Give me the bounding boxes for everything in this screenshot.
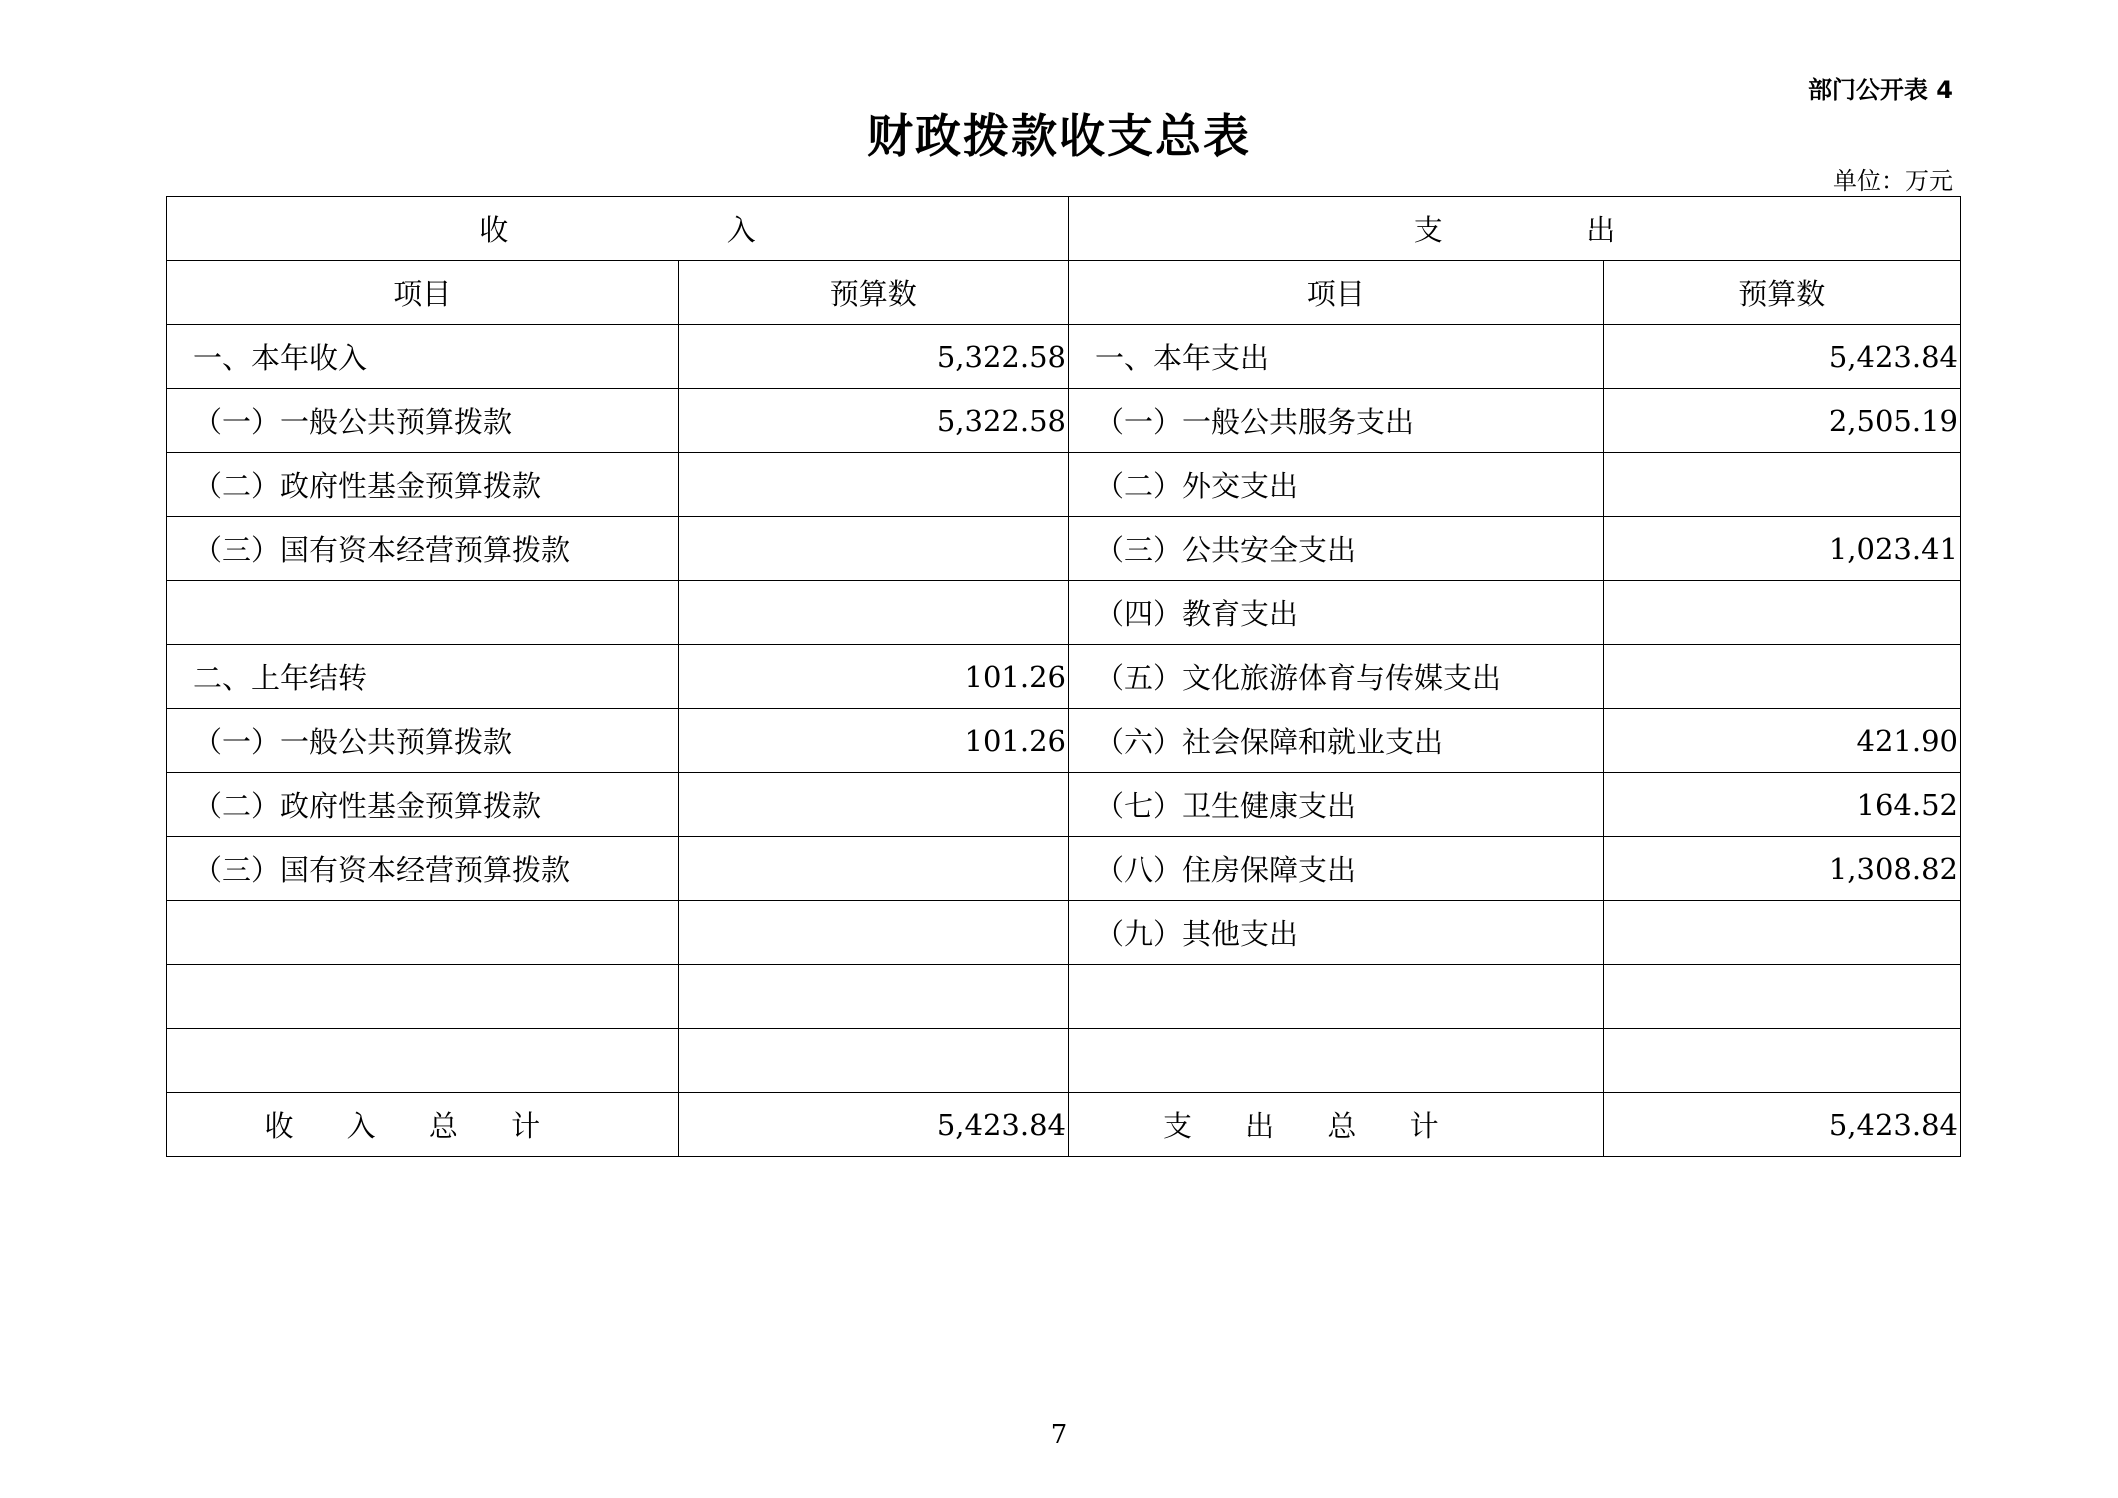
expense-value-cell <box>1603 581 1960 645</box>
expense-header-left: 支 <box>1413 213 1443 247</box>
expense-section-header <box>1068 197 1960 261</box>
table-tag: 部门公开表 4 <box>1807 76 1953 104</box>
expense-header-right: 出 <box>1586 213 1616 247</box>
expense-item-cell: （五）文化旅游体育与传媒支出 <box>1068 645 1603 709</box>
table-row <box>167 453 1961 517</box>
expense-item-cell: 一、本年支出 <box>1068 325 1603 389</box>
income-item-cell: （三）国有资本经营预算拨款 <box>167 837 679 901</box>
income-item-cell <box>167 581 679 645</box>
income-value-cell <box>678 837 1068 901</box>
finance-table <box>166 196 1961 1157</box>
expense-total-label: 支 出 总 计 <box>1068 1093 1603 1157</box>
table-row <box>167 389 1961 453</box>
expense-item-cell: （九）其他支出 <box>1068 901 1603 965</box>
income-value-cell <box>678 901 1068 965</box>
expense-value-cell: 164.52 <box>1603 773 1960 837</box>
income-header-right: 入 <box>726 213 756 247</box>
expense-value-cell: 5,423.84 <box>1603 325 1960 389</box>
expense-item-cell: （四）教育支出 <box>1068 581 1603 645</box>
table-row <box>167 517 1961 581</box>
expense-item-cell <box>1068 965 1603 1029</box>
income-item-cell: （二）政府性基金预算拨款 <box>167 773 679 837</box>
income-value-cell: 5,322.58 <box>678 389 1068 453</box>
page-title: 财政拨款收支总表 <box>867 109 1251 163</box>
section-header-row <box>167 197 1961 261</box>
table-row <box>167 837 1961 901</box>
expense-value-cell <box>1603 645 1960 709</box>
expense-item-cell: （六）社会保障和就业支出 <box>1068 709 1603 773</box>
income-value-cell <box>678 581 1068 645</box>
income-item-cell: 一、本年收入 <box>167 325 679 389</box>
expense-value-cell: 1,308.82 <box>1603 837 1960 901</box>
expense-value-cell <box>1603 453 1960 517</box>
expense-value-cell: 421.90 <box>1603 709 1960 773</box>
income-value-cell: 101.26 <box>678 709 1068 773</box>
income-total-label: 收 入 总 计 <box>167 1093 679 1157</box>
expense-item-cell: （八）住房保障支出 <box>1068 837 1603 901</box>
income-value-cell <box>678 965 1068 1029</box>
income-item-cell <box>167 901 679 965</box>
table-row <box>167 901 1961 965</box>
unit-label: 单位：万元 <box>1833 167 1953 195</box>
income-item-cell: （二）政府性基金预算拨款 <box>167 453 679 517</box>
table-row <box>167 1029 1961 1093</box>
expense-item-cell: （七）卫生健康支出 <box>1068 773 1603 837</box>
expense-value-cell: 2,505.19 <box>1603 389 1960 453</box>
page-number: 7 <box>1050 1420 1068 1450</box>
expense-item-cell: （三）公共安全支出 <box>1068 517 1603 581</box>
income-value-cell <box>678 453 1068 517</box>
income-item-cell: （三）国有资本经营预算拨款 <box>167 517 679 581</box>
income-total-value: 5,423.84 <box>678 1093 1068 1157</box>
income-item-header: 项目 <box>167 261 679 325</box>
table-row <box>167 773 1961 837</box>
expense-budget-header: 预算数 <box>1603 261 1960 325</box>
income-item-cell: （一）一般公共预算拨款 <box>167 389 679 453</box>
income-item-cell <box>167 1029 679 1093</box>
expense-item-cell: （二）外交支出 <box>1068 453 1603 517</box>
table-row <box>167 581 1961 645</box>
expense-value-cell <box>1603 1029 1960 1093</box>
income-value-cell <box>678 517 1068 581</box>
expense-item-header: 项目 <box>1068 261 1603 325</box>
income-value-cell <box>678 773 1068 837</box>
income-section-header <box>167 197 1069 261</box>
totals-row <box>167 1093 1961 1157</box>
column-header-row <box>167 261 1961 325</box>
table-row <box>167 645 1961 709</box>
expense-value-cell <box>1603 901 1960 965</box>
expense-item-cell: （一）一般公共服务支出 <box>1068 389 1603 453</box>
income-value-cell: 101.26 <box>678 645 1068 709</box>
income-header-left: 收 <box>479 213 509 247</box>
income-item-cell: （一）一般公共预算拨款 <box>167 709 679 773</box>
expense-item-cell <box>1068 1029 1603 1093</box>
income-value-cell <box>678 1029 1068 1093</box>
income-item-cell <box>167 965 679 1029</box>
table-row <box>167 965 1961 1029</box>
table-row <box>167 325 1961 389</box>
expense-value-cell <box>1603 965 1960 1029</box>
income-budget-header: 预算数 <box>678 261 1068 325</box>
table-row <box>167 709 1961 773</box>
expense-total-value: 5,423.84 <box>1603 1093 1960 1157</box>
income-item-cell: 二、上年结转 <box>167 645 679 709</box>
expense-value-cell: 1,023.41 <box>1603 517 1960 581</box>
income-value-cell: 5,322.58 <box>678 325 1068 389</box>
